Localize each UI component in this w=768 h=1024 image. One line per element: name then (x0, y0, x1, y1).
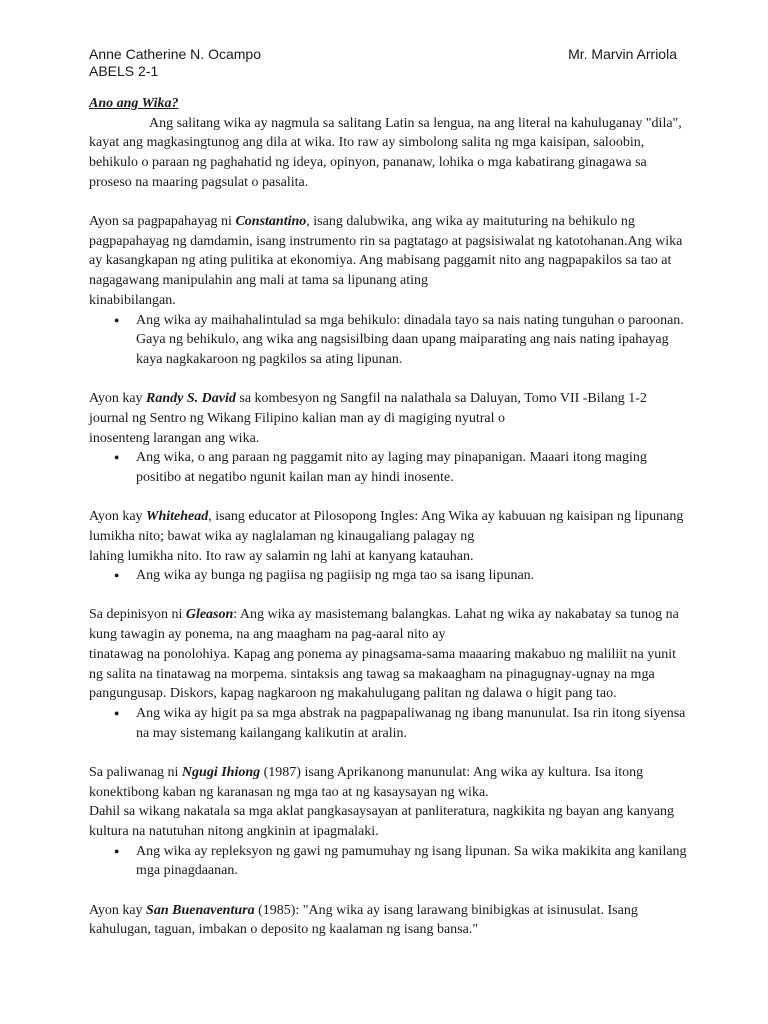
author-ihiong: Ngugi Ihiong (181, 764, 261, 780)
david-section (89, 389, 689, 488)
whitehead-bullet-list (89, 566, 689, 586)
ihiong-paragraph-cont: Dahil sa wikang nakatala sa mga aklat pangkasaysayan at panliteratura, nagkikita ng bayan ang kanyang kultura na natutuhan nitong angkinin at ipagmalaki. (89, 804, 675, 839)
david-paragraph: Ayon kay Randy S. David sa kombesyon ng Sangfil na nalathala sa Daluyan, Tomo VII -Bilang 1-2 journal ng Sentro ng Wikang Filipino kalian man ay di magiging nyutral o (89, 391, 647, 426)
author-constantino: Constantino (235, 214, 307, 230)
section-title: Ano ang Wika? (89, 96, 179, 111)
buenaventura-paragraph: Ayon kay San Buenaventura (1985): "Ang wika ay isang larawang binibigkas at isinusulat. Isang kahulugan, taguan, imbakan o deposito ng kaalaman ng isang bansa." (89, 902, 638, 938)
gleason-paragraph-cont: tinatawag na ponolohiya. Kapag ang ponema ay pinagsama-sama maaaring makabuo ng maliliit na yunit ng salita na tinatawag na morpema. sintaksis ang tawag sa makaagham na pinagugnay-ugnay na mga pangungusap. Diskors, kapag nagkaroon ng makahulugang palitan ng dalawa o higit pang tao. (89, 646, 677, 702)
ihiong-bullet-list (89, 842, 689, 881)
whitehead-paragraph-cont: lahing lumikha nito. Ito raw ay salamin ng lahi at kanyang katauhan. (89, 548, 474, 564)
gleason-paragraph: Sa depinisyon ni Gleason: Ang wika ay masistemang balangkas. Lahat ng wika ay nakabatay sa tunog na kung tawagin ay ponema, na ang maagham na pag-aaral nito ay (89, 607, 679, 643)
ihiong-paragraph: Sa paliwanag ni Ngugi Ihiong (1987) isang Aprikanong manunulat: Ang wika ay kultura. Isa itong konektibong kaban ng karanasan ng mga tao at ng kasaysayan ng wika. (89, 764, 644, 800)
buenaventura-section (89, 901, 689, 940)
author-gleason: Gleason (185, 607, 234, 623)
gleason-section (89, 605, 689, 743)
author-david: Randy S. David (146, 391, 236, 407)
document-body (89, 94, 689, 940)
author-name: Anne Catherine N. Ocampo (89, 46, 261, 62)
author-buenaventura: San Buenaventura (146, 902, 255, 918)
list-item: ● Ang wika ay repleksyon ng gawi ng pamumuhay ng isang lipunan. Sa wika makikita ang kanilang mga pinagdaanan. (89, 842, 689, 881)
constantino-paragraph-cont: kinabibilangan. (89, 292, 176, 308)
constantino-paragraph: Ayon sa pagpapahayag ni Constantino, isang dalubwika, ang wika ay maituturing na behikulo ng pagpapahayag ng damdamin, isang instrumento rin sa pagtatago at pagsisiwalat ng katotohanan.Ang wika ay kasangkapan ng ating pulitika at ekonomiya. Ang mabisang paggamit nito ang nagpapakilos sa tao at nagagawang manipulahin ang mali at tama sa lipunang ating (89, 214, 683, 289)
class-section: ABELS 2-1 (89, 63, 159, 79)
whitehead-paragraph: Ayon kay Whitehead, isang educator at Pilosopong Ingles: Ang Wika ay kabuuan ng kaisipan ng lipunang lumikha nito; bawat wika ay naglalaman ng kinaugaliang palagay ng (89, 509, 684, 544)
david-bullet-list (89, 448, 689, 487)
gleason-bullet-list (89, 704, 689, 743)
constantino-bullet-list (89, 311, 689, 370)
author-whitehead: Whitehead (146, 509, 209, 525)
header-left (89, 46, 261, 80)
list-item: ● Ang wika ay maihahalintulad sa mga behikulo: dinadala tayo sa nais nating tunguhan o paroonan. Gaya ng behikulo, ang wika ang nagsisilbing daan upang maiparating ang nais nating ipahayag kaya nagkakaroon ng pagkilos sa ating lipunan. (89, 311, 689, 370)
whitehead-section (89, 507, 689, 586)
list-item: ● Ang wika, o ang paraan ng paggamit nito ay laging may pinapanigan. Maaari itong maging positibo at negatibo ngunit kailan man ay hindi inosente. (89, 448, 689, 487)
list-item: ● Ang wika ay higit pa sa mga abstrak na pagpapaliwanag ng ibang manunulat. Isa rin itong siyensa na may sistemang kailangang kalikutin at aralin. (89, 704, 689, 743)
list-item: ● Ang wika ay bunga ng pagiisa ng pagiisip ng mga tao sa isang lipunan. (89, 566, 689, 586)
teacher-name: Mr. Marvin Arriola (568, 46, 677, 62)
david-paragraph-cont: inosenteng larangan ang wika. (89, 430, 260, 446)
constantino-section (89, 212, 689, 370)
intro-paragraph: Ang salitang wika ay nagmula sa salitang Latin sa lengua, na ang literal na kahuluganay "dila", kayat ang magkasingtunog ang dila at wika. Ito raw ay simbolong salita ng mga kaisipan, saloobin, behikulo o paraan ng paghahatid ng ideya, opinyon, pananaw, lohika o mga kabatirang ginagawa sa proseso na maaring pagsulat o pasalita. (89, 115, 682, 190)
ihiong-section (89, 763, 689, 881)
